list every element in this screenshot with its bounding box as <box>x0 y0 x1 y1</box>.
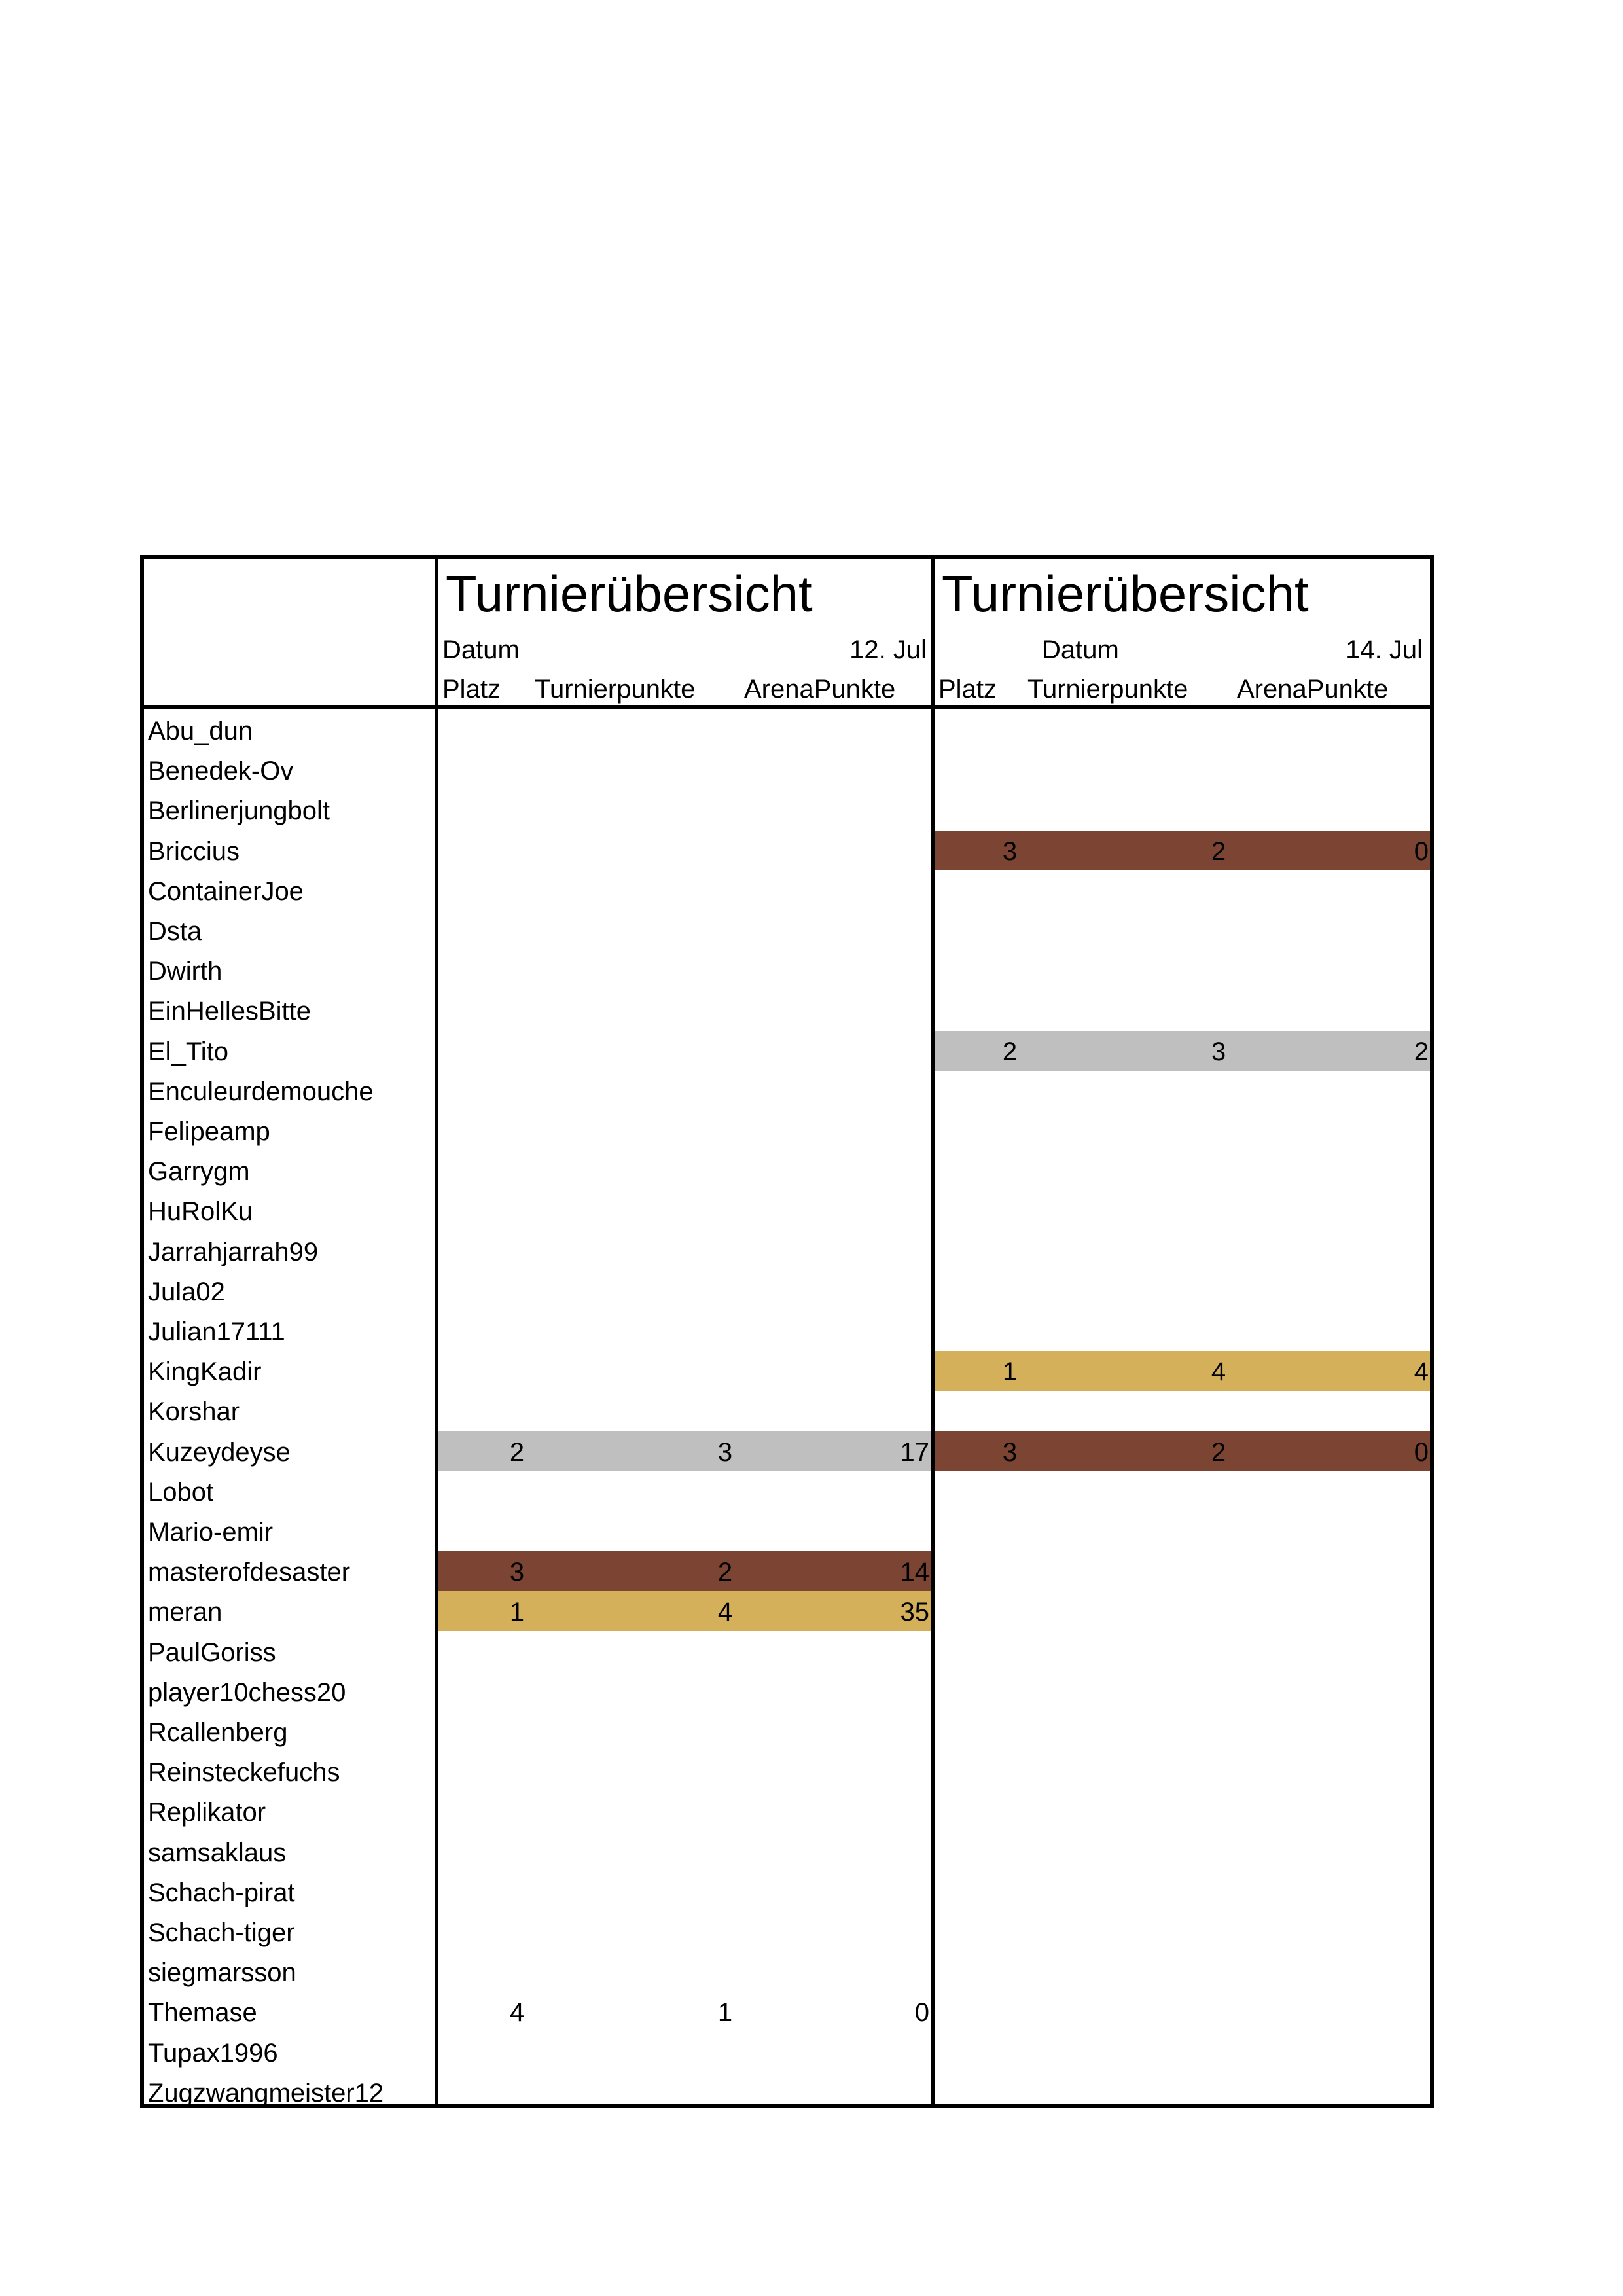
player-name: Reinsteckefuchs <box>148 1758 340 1787</box>
header-bottom-border <box>140 705 1434 709</box>
result-place: 3 <box>1002 836 1018 866</box>
result-place: 3 <box>1002 1437 1018 1467</box>
player-name: Rcallenberg <box>148 1718 288 1747</box>
player-name: Felipeamp <box>148 1117 270 1146</box>
names-divider <box>435 555 438 2108</box>
tournament-2-col-arena: ArenaPunkte <box>1237 675 1389 704</box>
player-name: Jula02 <box>148 1277 225 1306</box>
player-name: HuRolKu <box>148 1197 253 1227</box>
right-border <box>1430 555 1434 2108</box>
tournament-1-col-points: Turnierpunkte <box>535 675 696 704</box>
player-name: Dsta <box>148 917 202 946</box>
result-place: 1 <box>1002 1357 1018 1387</box>
result-place: 2 <box>509 1437 525 1467</box>
player-name: masterofdesaster <box>148 1558 351 1587</box>
player-name: Replikator <box>148 1798 266 1827</box>
result-arena: 14 <box>900 1558 929 1587</box>
player-name: Benedek-Ov <box>148 757 294 786</box>
result-place: 1 <box>509 1598 525 1627</box>
player-name: El_Tito <box>148 1037 229 1066</box>
left-border <box>140 555 144 2108</box>
player-name: Tupax1996 <box>148 2038 278 2068</box>
result-arena: 17 <box>900 1437 929 1467</box>
result-points: 1 <box>717 1998 733 2028</box>
player-name: EinHellesBitte <box>148 997 312 1026</box>
player-name: samsaklaus <box>148 1838 287 1867</box>
player-name: KingKadir <box>148 1357 262 1387</box>
result-arena: 0 <box>914 1998 929 2028</box>
player-name: meran <box>148 1598 223 1627</box>
player-name: Korshar <box>148 1397 240 1427</box>
player-name: Garrygm <box>148 1157 250 1187</box>
tournament-2-col-points: Turnierpunkte <box>1027 675 1188 704</box>
result-points: 3 <box>717 1437 733 1467</box>
player-name: player10chess20 <box>148 1677 346 1707</box>
table-top-border <box>140 555 1434 559</box>
tournament-divider <box>931 555 935 2108</box>
tournament-1-col-place: Platz <box>442 675 501 704</box>
tournament-2-date: 14. Jul <box>1346 636 1423 664</box>
player-name: Enculeurdemouche <box>148 1077 374 1106</box>
result-arena: 35 <box>900 1598 929 1627</box>
player-name: ContainerJoe <box>148 876 304 906</box>
result-points: 2 <box>1211 836 1226 866</box>
player-name: Schach-tiger <box>148 1918 295 1947</box>
result-points: 4 <box>1211 1357 1226 1387</box>
result-arena: 0 <box>1414 836 1429 866</box>
player-name: Kuzeydeyse <box>148 1437 291 1467</box>
result-place: 4 <box>509 1998 525 2028</box>
player-name: siegmarsson <box>148 1958 296 1988</box>
player-name: Berlinerjungbolt <box>148 797 330 826</box>
result-points: 2 <box>717 1558 733 1587</box>
player-name: Jarrahjarrah99 <box>148 1237 319 1266</box>
tournament-1-col-arena: ArenaPunkte <box>744 675 896 704</box>
result-points: 4 <box>717 1598 733 1627</box>
result-place: 2 <box>1002 1037 1018 1066</box>
player-name: Abu_dun <box>148 717 253 745</box>
player-name: PaulGoriss <box>148 1638 276 1667</box>
player-name: Lobot <box>148 1477 214 1507</box>
result-arena: 2 <box>1414 1037 1429 1066</box>
player-name: Briccius <box>148 836 240 866</box>
tournament-2-title: Turnierübersicht <box>942 565 1309 622</box>
player-name: Dwirth <box>148 957 223 986</box>
player-name: Schach-pirat <box>148 1878 295 1907</box>
tournament-2-date-label: Datum <box>1042 636 1119 664</box>
tournament-2-col-place: Platz <box>938 675 997 704</box>
result-points: 3 <box>1211 1037 1226 1066</box>
tournament-1-date-label: Datum <box>442 636 520 664</box>
tournament-1-date: 12. Jul <box>849 636 927 664</box>
player-name: Mario-emir <box>148 1518 274 1547</box>
tournament-1-title: Turnierübersicht <box>446 565 813 622</box>
player-name: Zugzwangmeister12 <box>148 2078 384 2108</box>
result-points: 2 <box>1211 1437 1226 1467</box>
result-arena: 4 <box>1414 1357 1429 1387</box>
player-name: Themase <box>148 1998 257 2028</box>
player-name: Julian17111 <box>148 1318 285 1346</box>
result-place: 3 <box>509 1558 525 1587</box>
result-arena: 0 <box>1414 1437 1429 1467</box>
